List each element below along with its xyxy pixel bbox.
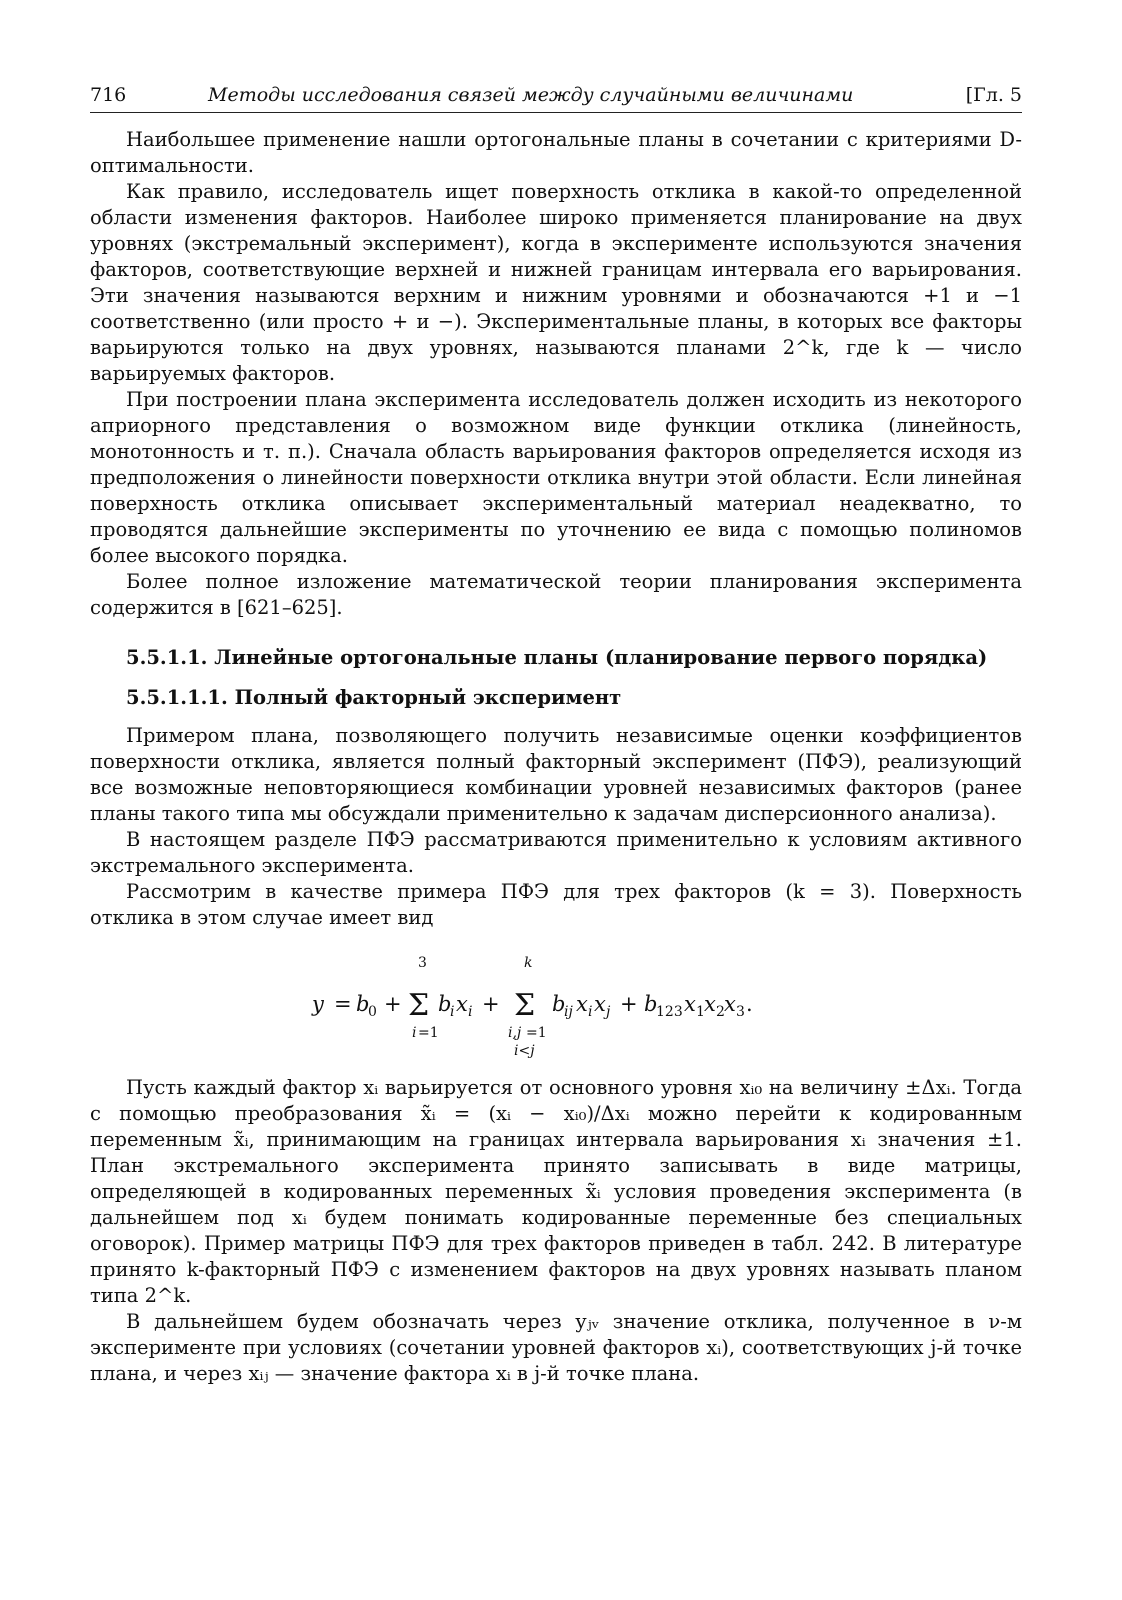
paragraph-5: Примером плана, позволяющего получить независимые оценки коэффициентов поверхности отклика, является полный факторный эксперимент (ПФЭ), реализующий все возможные неповторяющиеся комбинации уровней независимых факторов (ранее планы такого типа мы обсуждали применительно к задачам дисперсионного анализа). bbox=[90, 724, 1022, 825]
svg-text:i<j: i<j bbox=[514, 1043, 535, 1059]
svg-text:x: x bbox=[684, 992, 696, 1016]
paragraph-7: Рассмотрим в качестве примера ПФЭ для трех факторов (k = 3). Поверхность отклика в этом случае имеет вид bbox=[90, 880, 1022, 929]
chapter-label: [Гл. 5 bbox=[965, 84, 1022, 106]
paragraph-6: В настоящем разделе ПФЭ рассматриваются применительно к условиям активного экстремального эксперимента. bbox=[90, 828, 1022, 877]
paragraph-3: При построении плана эксперимента исследователь должен исходить из некоторого априорного представления о возможном виде функции отклика (линейность, монотонность и т. п.). Сначала область варьирования факторов определяется исходя из предположения о линейности поверхности отклика внутри этой области. Если линейная поверхность отклика описывает экспериментальный материал неадекватно, то проводятся дальнейшие эксперименты по уточнению ее вида с помощью полиномов более высокого порядка. bbox=[90, 388, 1022, 567]
svg-text:=1: =1 bbox=[418, 1025, 439, 1041]
svg-text:=: = bbox=[334, 992, 352, 1016]
svg-text:Σ: Σ bbox=[514, 988, 536, 1023]
svg-text:b: b bbox=[438, 992, 452, 1016]
svg-text:=1: =1 bbox=[526, 1025, 547, 1041]
svg-text:i: i bbox=[468, 1004, 473, 1020]
running-title: Методы исследования связей между случайными величинами bbox=[208, 84, 854, 106]
svg-text:x: x bbox=[704, 992, 716, 1016]
svg-text:i: i bbox=[588, 1004, 593, 1020]
svg-text:123: 123 bbox=[656, 1004, 683, 1020]
document-page bbox=[90, 78, 1022, 1387]
paragraph-9: В дальнейшем будем обозначать через yⱼᵥ значение отклика, полученное в ν-м эксперименте при условиях (сочетании уровней факторов xᵢ), соответствующих j-й точке плана, и через xᵢⱼ — значение фактора xᵢ в j-й точке плана. bbox=[90, 1310, 1022, 1385]
running-header bbox=[90, 78, 1022, 113]
svg-text:y: y bbox=[312, 992, 324, 1016]
svg-text:ij: ij bbox=[564, 1004, 573, 1020]
paragraph-4: Более полное изложение математической теории планирования эксперимента содержится в [621–625]. bbox=[90, 570, 1022, 619]
svg-text:x: x bbox=[456, 992, 468, 1016]
svg-text:x: x bbox=[724, 992, 736, 1016]
svg-text:i,j: i,j bbox=[508, 1025, 522, 1041]
paragraph-1: Наибольшее применение нашли ортогональные планы в сочетании с критериями D-оптимальности. bbox=[90, 128, 1022, 177]
response-surface-formula bbox=[90, 945, 1022, 1063]
svg-text:b: b bbox=[644, 992, 658, 1016]
svg-text:b: b bbox=[356, 992, 370, 1016]
svg-text:+: + bbox=[384, 992, 402, 1016]
svg-text:x: x bbox=[576, 992, 588, 1016]
svg-text:k: k bbox=[524, 955, 533, 971]
svg-text:1: 1 bbox=[696, 1004, 705, 1020]
svg-text:+: + bbox=[620, 992, 638, 1016]
svg-text:j: j bbox=[606, 1004, 611, 1020]
body-text bbox=[90, 127, 1022, 1387]
subsection-heading: 5.5.1.1.1. Полный факторный эксперимент bbox=[126, 686, 622, 709]
svg-text:3: 3 bbox=[736, 1004, 745, 1020]
svg-text:0: 0 bbox=[368, 1004, 377, 1020]
svg-text:3: 3 bbox=[418, 955, 427, 971]
svg-text:i: i bbox=[450, 1004, 455, 1020]
svg-text:x: x bbox=[594, 992, 606, 1016]
svg-text:+: + bbox=[482, 992, 500, 1016]
svg-text:Σ: Σ bbox=[408, 988, 430, 1023]
page-number: 716 bbox=[90, 84, 127, 106]
section-heading: 5.5.1.1. Линейные ортогональные планы (планирование первого порядка) bbox=[126, 646, 988, 669]
svg-text:b: b bbox=[552, 992, 566, 1016]
paragraph-2: Как правило, исследователь ищет поверхность отклика в какой-то определенной области изменения факторов. Наиболее широко применяется планирование на двух уровнях (экстремальный эксперимент), когда в эксперименте используются значения факторов, соответствующие верхней и нижней границам интервала его варьирования. Эти значения называются верхним и нижним уровнями и обозначаются +1 и −1 соответственно (или просто + и −). Экспериментальные планы, в которых все факторы варьируются только на двух уровнях, называются планами 2^k, где k — число варьируемых факторов. bbox=[90, 180, 1022, 385]
formula-graphic bbox=[90, 945, 1022, 1063]
svg-text:i: i bbox=[412, 1025, 417, 1041]
svg-text:2: 2 bbox=[716, 1004, 725, 1020]
paragraph-8: Пусть каждый фактор xᵢ варьируется от основного уровня xᵢ₀ на величину ±Δxᵢ. Тогда с помощью преобразования x̃ᵢ = (xᵢ − xᵢ₀)/Δxᵢ можно перейти к кодированным переменным x̃ᵢ, принимающим на границах интервала варьирования xᵢ значения ±1. План экстремального эксперимента принято записывать в виде матрицы, определяющей в кодированных переменных x̃ᵢ условия проведения эксперимента (в дальнейшем под xᵢ будем понимать кодированные переменные без специальных оговорок). Пример матрицы ПФЭ для трех факторов приведен в табл. 242. В литературе принято k-факторный ПФЭ с изменением факторов на двух уровнях называть планом типа 2^k. bbox=[90, 1076, 1022, 1307]
svg-text:.: . bbox=[746, 992, 753, 1016]
